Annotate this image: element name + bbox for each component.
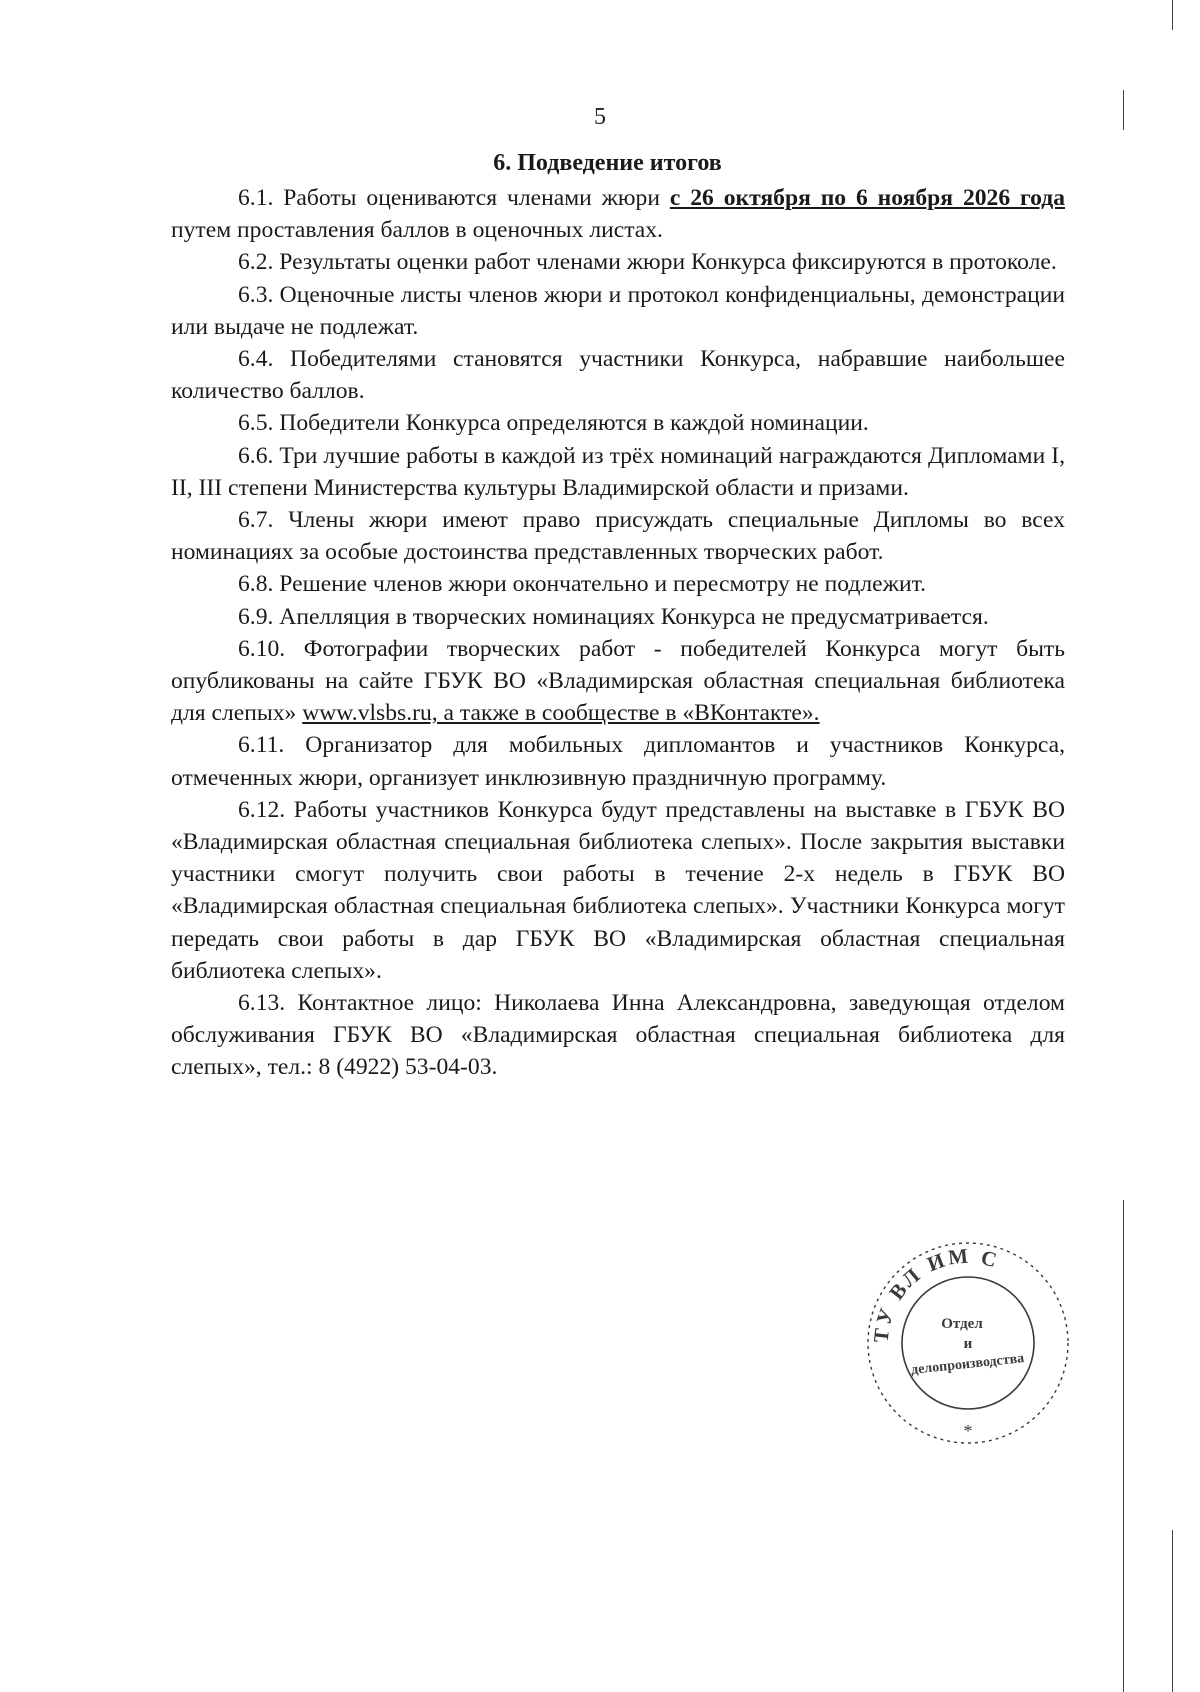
paragraph-6-11: 6.11. Организатор для мобильных дипломантов и участников Конкурса, отмеченных жюри, организует инклюзивную праздничную программу. [171, 732, 1065, 791]
paragraph-6-12: 6.12. Работы участников Конкурса будут представлены на выставке в ГБУК ВО «Владимирская областная специальная библиотека слепых». После закрытия выставки участники смогут получить свои работы в течение 2-х недель в ГБУК ВО «Владимирская областная специальная библиотека слепых». Участники Конкурса могут передать свои работы в дар ГБУК ВО «Владимирская областная специальная библиотека слепых». [171, 796, 1065, 984]
stamp-outer-text-path: ТУ ВЛ ИМ С [868, 1243, 1003, 1344]
stamp-inner-line-3: делопроизводства [910, 1351, 1025, 1378]
paragraph-6-3: 6.3. Оценочные листы членов жюри и протокол конфиденциальны, демонстрации или выдаче не подлежат. [171, 281, 1065, 340]
website-link[interactable]: www.vlsbs.ru, а также в сообществе в «ВКонтакте». [302, 700, 820, 727]
page-number: 5 [594, 104, 606, 130]
paragraph-6-10-text: 6.10. Фотографии творческих работ - победителей Конкурса могут быть опубликованы на сайте ГБУК ВО «Владимирская областная специальная библиотека для слепых» [171, 635, 1065, 727]
paragraph-6-8: 6.8. Решение членов жюри окончательно и пересмотру не подлежит. [238, 571, 927, 598]
paragraph-6-13: 6.13. Контактное лицо: Николаева Инна Александровна, заведующая отделом обслуживания ГБУК ВО «Владимирская областная специальная библиотека для слепых», тел.: 8 (4922) 53-04-03. [171, 990, 1065, 1081]
stamp-inner-line-1: Отдел [941, 1316, 983, 1332]
scan-edge-line [1172, 0, 1173, 30]
stamp-inner-line-2: и [963, 1336, 973, 1352]
document-body [171, 182, 1065, 1084]
paragraph-6-1 [171, 182, 1065, 246]
paragraph-6-2: 6.2. Результаты оценки работ членами жюри Конкурса фиксируются в протоколе. [238, 249, 1057, 276]
deadline-dates: с 26 октября по 6 ноября 2026 года [669, 185, 1065, 211]
scan-edge-line [1172, 1530, 1173, 1692]
paragraph-6-4: 6.4. Победителями становятся участники Конкурса, набравшие наибольшее количество баллов. [171, 346, 1065, 405]
paragraph-6-1-tail: путем проставления баллов в оценочных листах. [171, 217, 663, 244]
paragraph-6-10 [171, 633, 1065, 730]
paragraph-6-1-text: 6.1. Работы оцениваются членами жюри [238, 185, 670, 211]
section-title: 6. Подведение итогов [493, 150, 722, 176]
paragraph-6-5: 6.5. Победители Конкурса определяются в каждой номинации. [238, 410, 869, 437]
paragraph-6-6: 6.6. Три лучшие работы в каждой из трёх номинаций награждаются Дипломами I, II, III степени Министерства культуры Владимирской области и призами. [171, 442, 1065, 501]
paragraph-6-7: 6.7. Члены жюри имеют право присуждать специальные Дипломы во всех номинациях за особые достоинства представленных творческих работ. [171, 507, 1065, 566]
official-stamp [862, 1237, 1074, 1449]
paragraph-6-9: 6.9. Апелляция в творческих номинациях Конкурса не предусматривается. [238, 603, 989, 630]
stamp-star: * [963, 1421, 973, 1441]
scan-edge-line [1123, 1200, 1124, 1692]
